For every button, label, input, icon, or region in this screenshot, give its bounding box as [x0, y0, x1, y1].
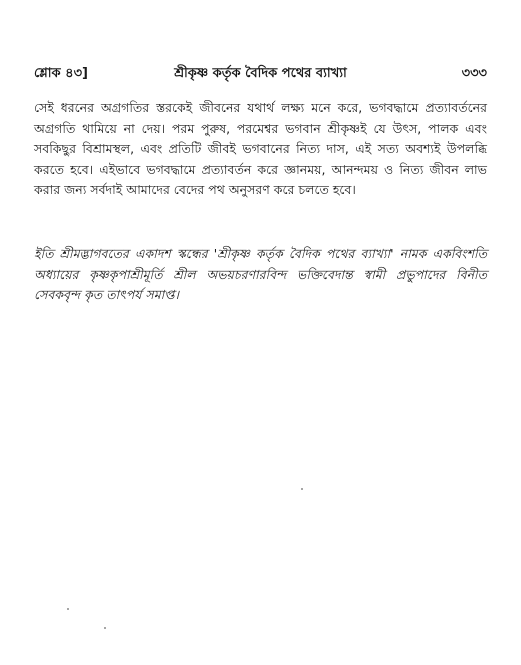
- verse-reference: শ্লোক ৪৩]: [34, 66, 88, 81]
- scan-speck: [104, 627, 106, 629]
- scan-speck: [301, 488, 303, 490]
- chapter-title: শ্রীকৃষ্ণ কর্তৃক বৈদিক পথের ব্যাখ্যা: [174, 66, 347, 81]
- purport-paragraph: সেই ধরনের অগ্রগতির স্তরকেই জীবনের যথার্থ লক্ষ্য মনে করে, ভগবদ্ধামে প্রত্যাবর্তনের অগ্রগতি থামিয়ে না দেয়। পরম পুরুষ, পরমেশ্বর ভগবান শ্রীকৃষ্ণই যে উৎস, পালক এবং সবকিছুর বিশ্রামস্থল, এবং প্রতিটি জীবই ভগবানের নিত্য দাস, এই সত্য অবশ্যই উপলব্ধি করতে হবে। এইভাবে ভগবদ্ধামে প্রত্যাবর্তন করে জ্ঞানময়, আনন্দময় ও নিত্য জীবন লাভ করার জন্য সর্বদাই আমাদের বেদের পথ অনুসরণ করে চলতে হবে।: [34, 100, 487, 197]
- chapter-colophon: ইতি শ্রীমদ্ভাগবতের একাদশ স্কন্ধের 'শ্রীকৃষ্ণ কর্তৃক বৈদিক পথের ব্যাখ্যা' নামক একবিংশতি অধ্যায়ের কৃষ্ণকৃপাশ্রীমূর্তি শ্রীল অভয়চরণারবিন্দ ভক্তিবেদান্ত স্বামী প্রভুপাদের বিনীত সেবকবৃন্দ কৃত তাৎপর্য সমাপ্ত।: [34, 246, 487, 302]
- page-number: ৩৩৩: [461, 66, 487, 81]
- running-header: [34, 64, 487, 84]
- scan-speck: [67, 608, 69, 610]
